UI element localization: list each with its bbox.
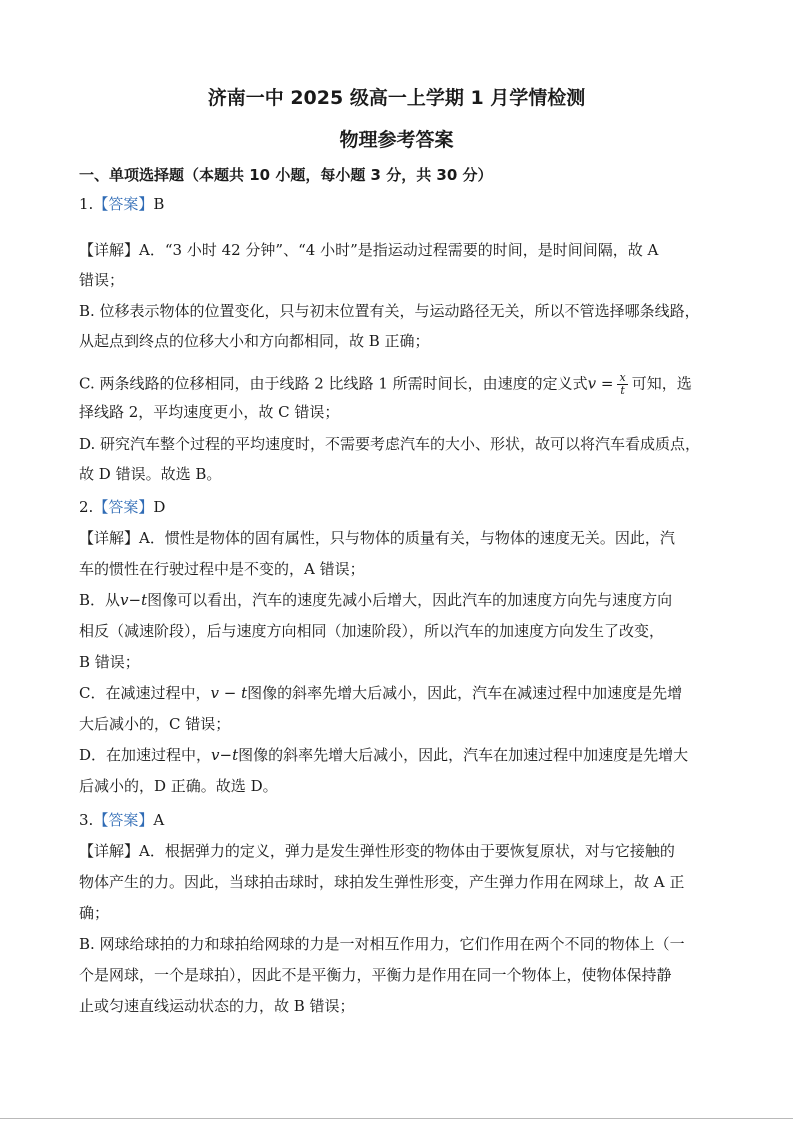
q2-detail-line-vt: C．在减速过程中，v − t图像的斜率先增大后减小，因此，汽车在减速过程中加速度是先增 [79, 684, 683, 702]
q2-detail-line: 【详解】A．惯性是物体的固有属性，只与物体的质量有关，与物体的速度无关。因此，汽 [79, 529, 675, 547]
formula-fraction: $\frac{x}{t}$ [619, 371, 626, 397]
document-subtitle: 物理参考答案 [339, 129, 454, 151]
question-number: 1. [79, 195, 94, 213]
answer-value: D [153, 498, 166, 516]
answer-label: 【答案】 [93, 195, 154, 213]
document-title: 济南一中 2025 级高一上学期 1 月学情检测 [207, 87, 586, 109]
q2-detail-line-vt: D．在加速过程中，v−t图像的斜率先增大后减小，因此，汽车在加速过程中加速度是先增大 [79, 746, 689, 764]
q3-detail-line: 个是网球，一个是球拍），因此不是平衡力，平衡力是作用在同一个物体上，使物体保持静 [79, 966, 672, 984]
q2-detail-line: 相反（减速阶段），后与速度方向相同（加速阶段），所以汽车的加速度方向发生了改变， [79, 622, 665, 640]
question-2-answer-line [79, 497, 719, 517]
page-bottom-divider [0, 1118, 793, 1119]
q3-detail-line: B. 网球给球拍的力和球拍给网球的力是一对相互作用力，它们作用在两个不同的物体上（一 [79, 935, 685, 953]
q2-detail-line-vt: B．从v−t图像可以看出，汽车的速度先减小后增大，因此汽车的加速度方向先与速度方向 [79, 591, 673, 609]
q1-detail-line-formula: C. 两条线路的位移相同，由于线路 2 比线路 1 所需时间长，由速度的定义式v = $\frac{x}{t}$ 可知，选 [79, 371, 692, 397]
section-heading: 一、单项选择题（本题共 10 小题，每小题 3 分，共 30 分） [79, 166, 493, 184]
answer-value: A [153, 811, 165, 829]
q3-detail-line: 确； [79, 904, 110, 922]
question-number: 3. [79, 811, 94, 829]
answer-label: 【答案】 [93, 498, 154, 516]
question-1-answer-line [79, 194, 719, 214]
q2-detail-line: B 错误； [79, 653, 140, 671]
q3-detail-line: 物体产生的力。因此，当球拍击球时，球拍发生弹性形变，产生弹力作用在网球上，故 A 正 [79, 873, 685, 891]
answer-value: B [153, 195, 165, 213]
answer-label: 【答案】 [93, 811, 154, 829]
question-number: 2. [79, 498, 94, 516]
q1-detail-line: B. 位移表示物体的位置变化，只与初末位置有关，与运动路径无关，所以不管选择哪条线路， [79, 302, 700, 320]
q1-detail-line: 从起点到终点的位移大小和方向都相同，故 B 正确； [79, 332, 430, 350]
formula-variable: v = [587, 374, 614, 393]
q3-detail-line: 止或匀速直线运动状态的力，故 B 错误； [79, 997, 355, 1015]
q1-detail-line: D. 研究汽车整个过程的平均速度时，不需要考虑汽车的大小、形状，故可以将汽车看成质点， [79, 435, 701, 453]
q2-detail-line: 大后减小的，C 错误； [79, 715, 231, 733]
q1-detail-line: 【详解】A．“3 小时 42 分钟”、“4 小时”是指运动过程需要的时间，是时间间隔，故 A [79, 241, 659, 259]
question-3-answer-line [79, 810, 719, 830]
q1-detail-line: 故 D 错误。故选 B。 [79, 465, 222, 483]
q1-detail-line: 错误； [79, 271, 125, 289]
q2-detail-line: 后减小的，D 正确。故选 D。 [79, 777, 278, 795]
q1-detail-line: 择线路 2，平均速度更小，故 C 错误； [79, 403, 340, 421]
q3-detail-line: 【详解】A．根据弹力的定义，弹力是发生弹性形变的物体由于要恢复原状，对与它接触的 [79, 842, 675, 860]
q2-detail-line: 车的惯性在行驶过程中是不变的，A 错误； [79, 560, 365, 578]
